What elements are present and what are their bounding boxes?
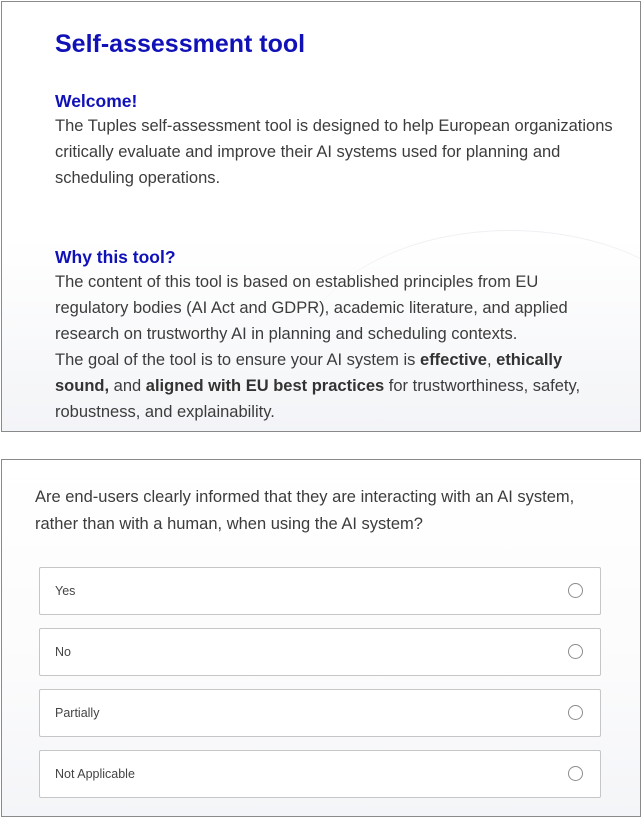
option-label: Partially: [55, 706, 100, 720]
option-label: Not Applicable: [55, 767, 135, 781]
why-text-goal: [55, 347, 615, 425]
welcome-heading: Welcome!: [55, 91, 138, 111]
page-title: Self-assessment tool: [55, 30, 306, 58]
option-not-applicable[interactable]: [39, 750, 601, 798]
option-yes[interactable]: [39, 567, 601, 615]
question-panel: [1, 459, 641, 817]
goal-text-part: for trustworthiness, safety, robustness, and explainability.: [55, 377, 581, 421]
goal-text-part: and: [109, 377, 146, 395]
radio-button-icon[interactable]: [568, 766, 583, 781]
why-heading: Why this tool?: [55, 247, 176, 267]
option-no[interactable]: [39, 628, 601, 676]
goal-emphasis-eu-practices: aligned with EU best practices: [145, 377, 385, 395]
option-partially[interactable]: [39, 689, 601, 737]
option-label: Yes: [55, 584, 76, 598]
option-label: No: [55, 645, 71, 659]
why-text-sources: The content of this tool is based on established principles from EU regulatory bodies (AI Act and GDPR), academic literature, and applied research on trustworthy AI in planning and scheduling contexts.: [55, 273, 568, 343]
radio-button-icon[interactable]: [568, 644, 583, 659]
radio-button-icon[interactable]: [568, 583, 583, 598]
goal-emphasis-ethical: ethically sound,: [55, 351, 563, 395]
question-text: Are end-users clearly informed that they are interacting with an AI system, rather than with a human, when using the AI system?: [35, 488, 575, 533]
welcome-text: The Tuples self-assessment tool is designed to help European organizations critically evaluate and improve their AI systems used for planning and scheduling operations.: [55, 117, 613, 187]
goal-text-part: ,: [486, 351, 497, 369]
intro-panel: [1, 1, 641, 432]
goal-text-part: The goal of the tool is to ensure your AI system is: [55, 351, 421, 369]
radio-button-icon[interactable]: [568, 705, 583, 720]
goal-emphasis-effective: effective: [420, 351, 487, 369]
